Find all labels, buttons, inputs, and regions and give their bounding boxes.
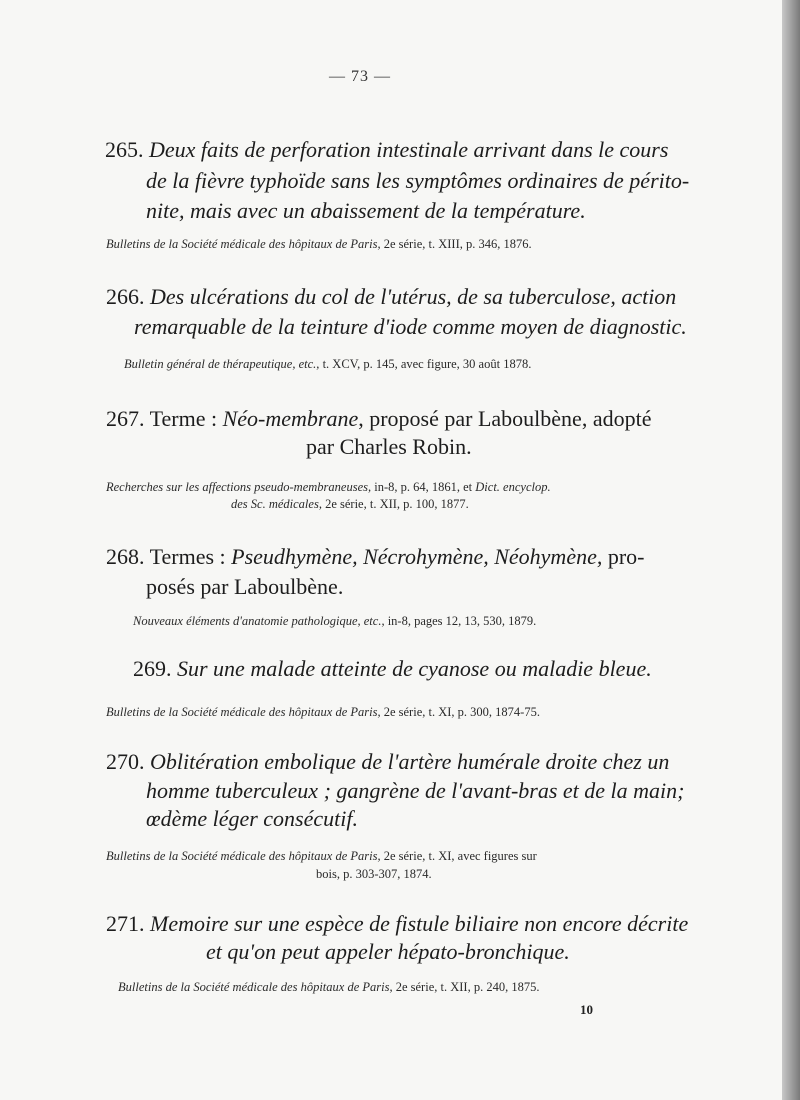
entry-title-line: par Charles Robin.: [306, 434, 472, 459]
entry-title-text: pro-: [602, 544, 645, 569]
entry-number: 266.: [106, 284, 145, 309]
entry-title-line: homme tuberculeux ; gangrène de l'avant-bras et de la main;: [146, 778, 685, 803]
entry-number: 267.: [106, 406, 145, 431]
reference-details: t. XCV, p. 145, avec figure, 30 août 1878.: [319, 357, 532, 371]
entry-reference: [106, 704, 540, 720]
entry-reference: [106, 236, 532, 252]
reference-source: Nouveaux éléments d'anatomie pathologique, etc.,: [133, 614, 385, 628]
reference-details: 2e série, t. XI, avec figures sur: [380, 849, 537, 863]
entry-title-line: posés par Laboulbène.: [146, 574, 344, 599]
entry-title-text: Oblitération embolique de l'artère humérale droite chez un: [150, 749, 670, 774]
entry-title-line: [133, 656, 652, 682]
entry-reference: [106, 479, 551, 495]
entry-number: 268.: [106, 544, 145, 569]
reference-source: Bulletin général de thérapeutique, etc.,: [124, 357, 320, 371]
entry-title-line: [106, 284, 676, 310]
signature-mark: 10: [580, 1002, 593, 1017]
entry-title-line: et qu'on peut appeler hépato-bronchique.: [206, 939, 570, 964]
reference-source: Dict. encyclop.: [475, 480, 551, 494]
entry-reference: [231, 496, 469, 512]
entry-title-text: Sur une malade atteinte de cyanose ou maladie bleue.: [177, 656, 652, 681]
entry-title-line: [106, 749, 669, 775]
reference-source: Bulletins de la Société médicale des hôpitaux de Paris,: [106, 237, 381, 251]
entry-title-term: Néo-membrane: [222, 406, 359, 431]
entry-title-text: Memoire sur une espèce de fistule biliaire non encore décrite: [150, 911, 689, 936]
reference-source: des Sc. médicales,: [231, 497, 322, 511]
entry-title-text: Terme :: [149, 406, 223, 431]
page-number: — 73 —: [329, 68, 391, 85]
entry-reference: [133, 613, 536, 629]
entry-title-line: nite, mais avec un abaissement de la température.: [146, 198, 586, 223]
entry-number: 270.: [106, 749, 145, 774]
reference-source: Bulletins de la Société médicale des hôpitaux de Paris,: [106, 705, 381, 719]
entry-title-line: [106, 911, 688, 937]
entry-reference: [118, 979, 539, 995]
entry-reference: bois, p. 303-307, 1874.: [316, 867, 432, 881]
reference-details: 2e série, t. XI, p. 300, 1874-75.: [380, 705, 540, 719]
reference-source: Bulletins de la Société médicale des hôpitaux de Paris,: [106, 849, 381, 863]
entry-title-text: Des ulcérations du col de l'utérus, de sa tuberculose, action: [150, 284, 677, 309]
entry-title-line: [106, 544, 645, 570]
reference-details: in-8, pages 12, 13, 530, 1879.: [384, 614, 537, 628]
reference-details: 2e série, t. XIII, p. 346, 1876.: [380, 237, 532, 251]
reference-source: Bulletins de la Société médicale des hôpitaux de Paris,: [118, 980, 393, 994]
entry-title-text: Deux faits de perforation intestinale arrivant dans le cours: [149, 137, 669, 162]
reference-details: 2e série, t. XII, p. 100, 1877.: [321, 497, 469, 511]
entry-title-line: de la fièvre typhoïde sans les symptômes ordinaires de périto-: [146, 168, 690, 193]
reference-details: in-8, p. 64, 1861, et: [371, 480, 476, 494]
entry-title-line: [106, 406, 651, 432]
entry-reference: [106, 848, 537, 864]
entry-title-line: remarquable de la teinture d'iode comme moyen de diagnostic.: [134, 314, 687, 339]
entry-number: 265.: [105, 137, 144, 162]
entry-title-text: , proposé par Laboulbène, adopté: [358, 406, 652, 431]
entry-title-text: Termes :: [149, 544, 232, 569]
entry-title-line: œdème léger consécutif.: [146, 806, 358, 831]
entry-reference: [124, 356, 531, 372]
reference-source: Recherches sur les affections pseudo-membraneuses,: [106, 480, 372, 494]
reference-details: 2e série, t. XII, p. 240, 1875.: [392, 980, 540, 994]
entry-number: 269.: [133, 656, 172, 681]
entry-number: 271.: [106, 911, 145, 936]
entry-title-line: [105, 137, 668, 163]
entry-title-term: Pseudhymène, Nécrohymène, Néohymène,: [231, 544, 603, 569]
